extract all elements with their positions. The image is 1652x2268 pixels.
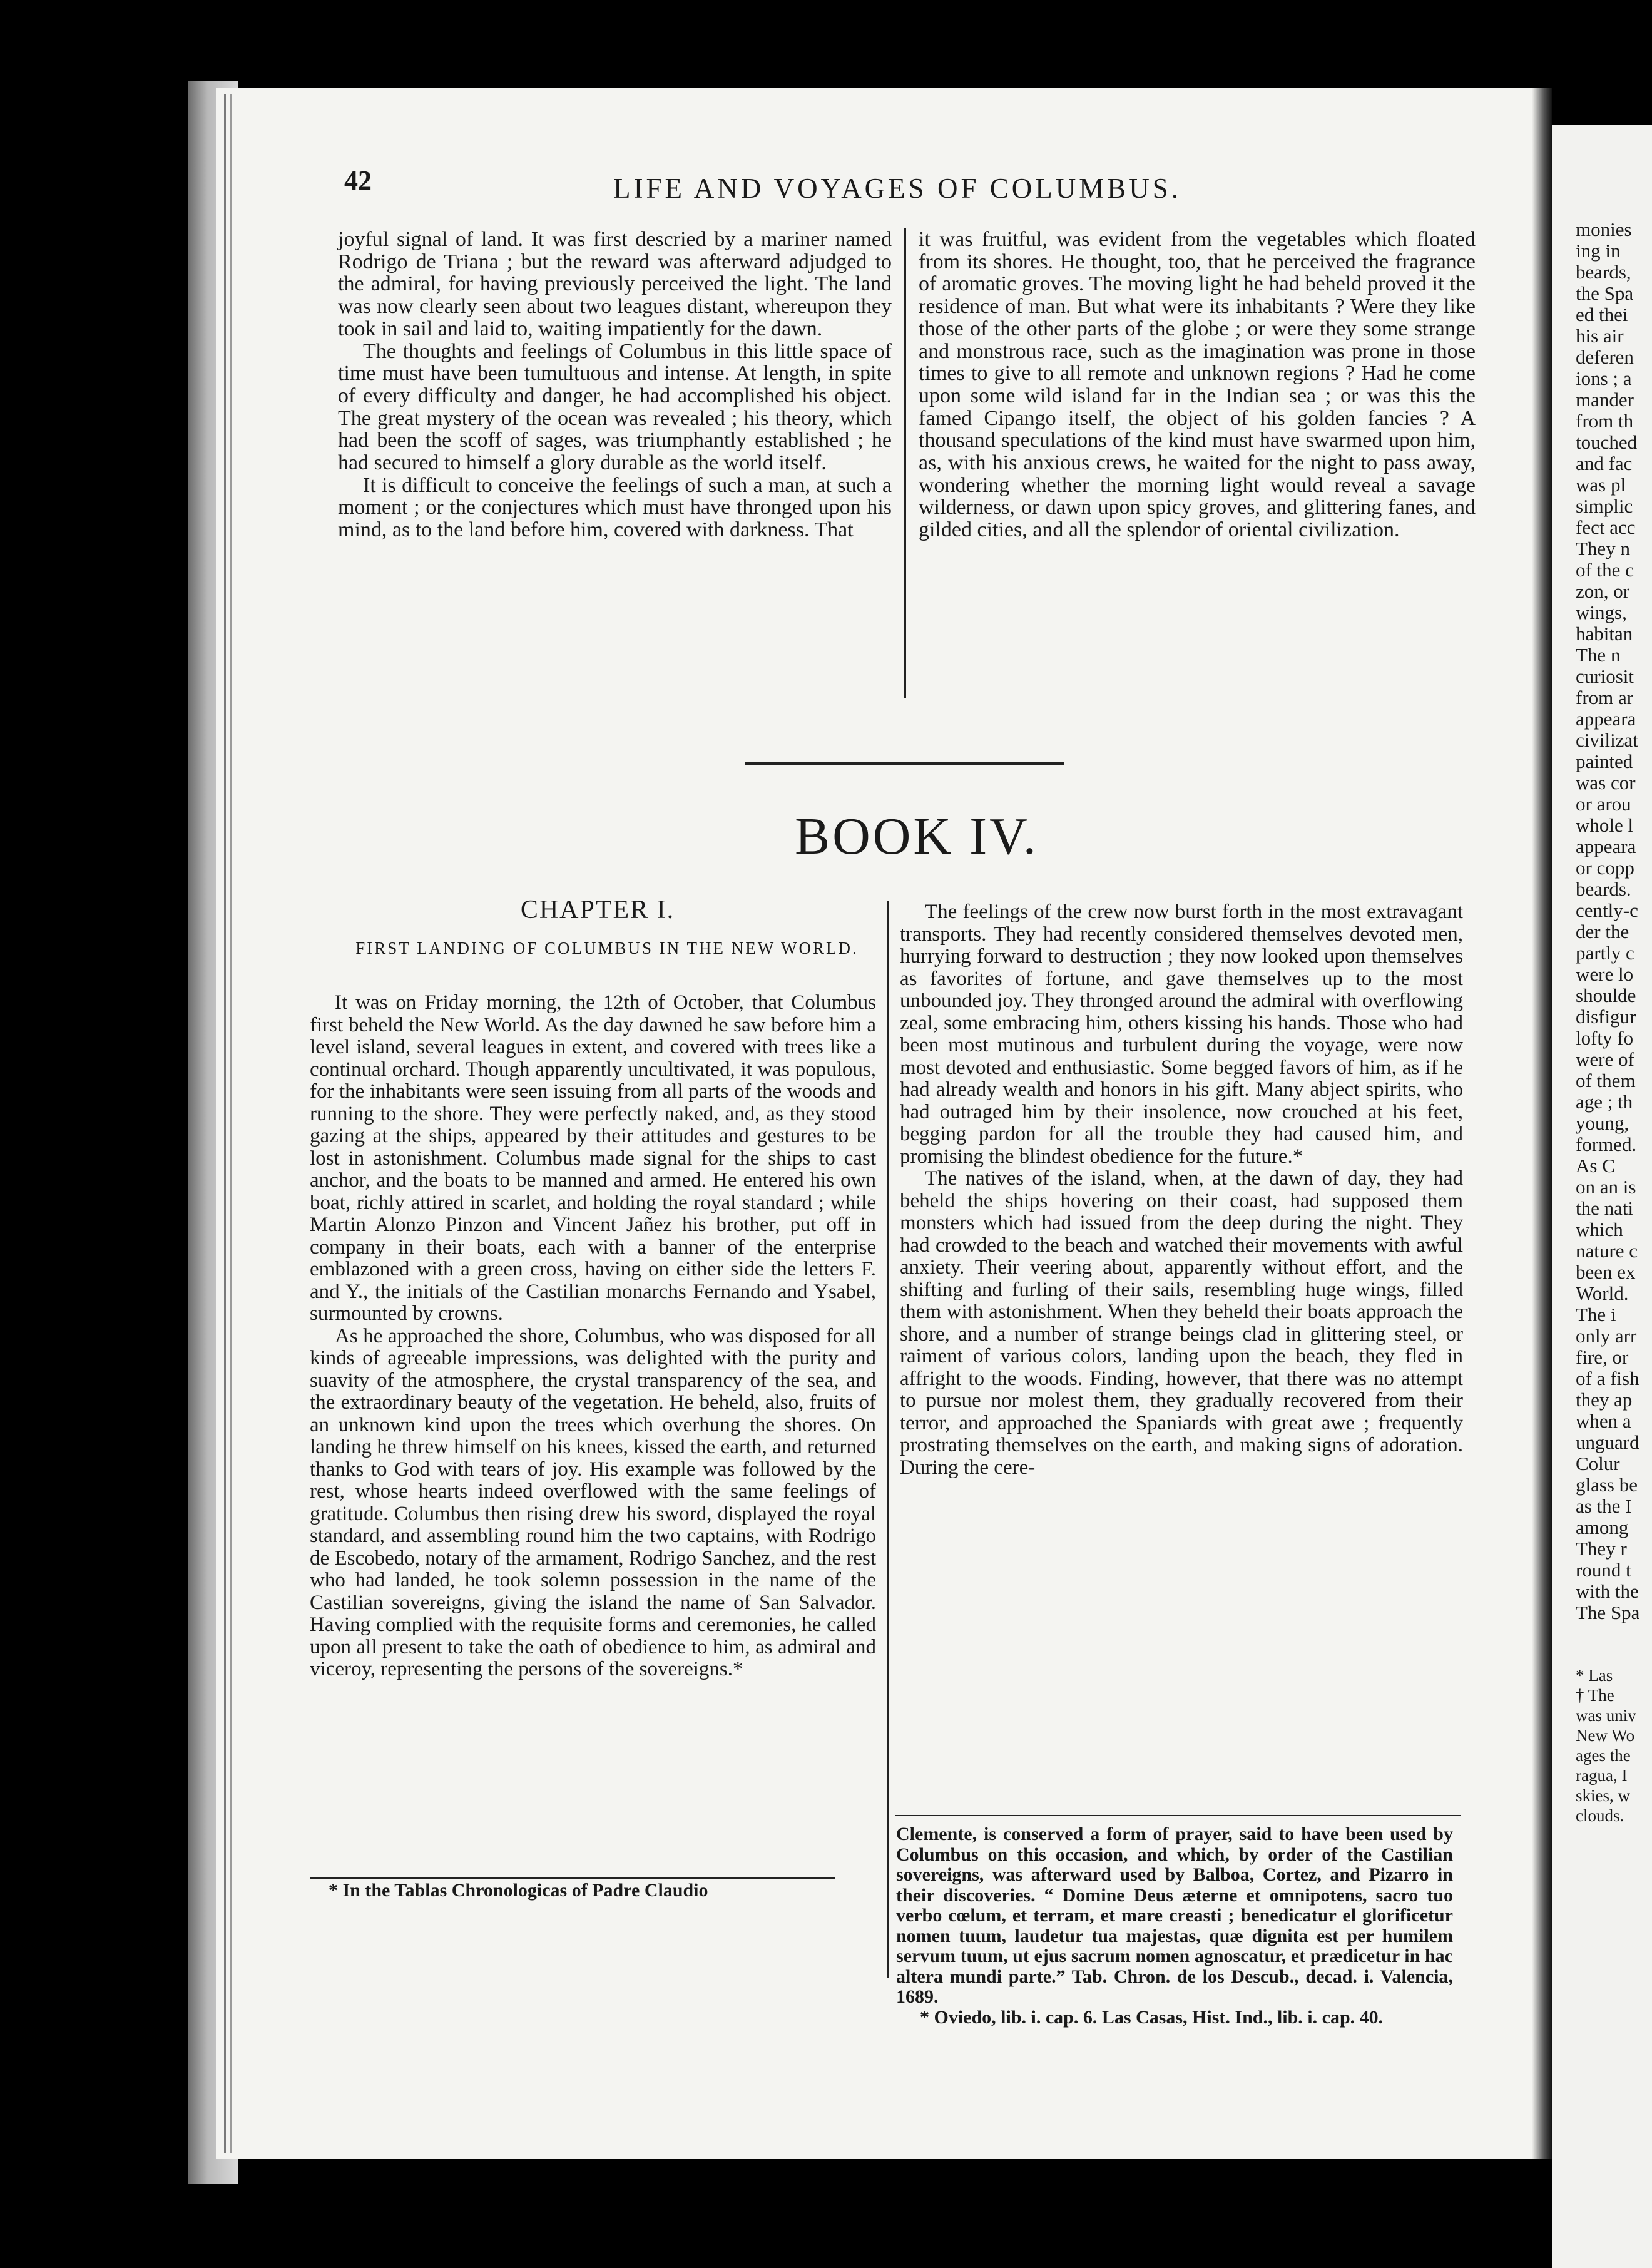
adjacent-line: the nati bbox=[1576, 1197, 1634, 1219]
adjacent-page bbox=[1552, 125, 1652, 2268]
adjacent-line: young, bbox=[1576, 1112, 1629, 1134]
adjacent-line: whole l bbox=[1576, 814, 1634, 836]
adjacent-line: the Spa bbox=[1576, 282, 1634, 304]
adjacent-footnote-line: was univ bbox=[1576, 1706, 1636, 1725]
footnote-left: * In the Tablas Chronologicas of Padre Claudio bbox=[329, 1880, 708, 1901]
adjacent-line: zon, or bbox=[1576, 580, 1630, 602]
adjacent-line: habitan bbox=[1576, 623, 1633, 645]
adjacent-line: The i bbox=[1576, 1304, 1616, 1326]
adjacent-line: They r bbox=[1576, 1538, 1627, 1560]
paragraph: The thoughts and feelings of Columbus in this little space of time must have been tumultuous and intense. At length, in spite of every difficulty and danger, he had accomplished his object. The great mystery of the ocean was revealed ; his theory, which had been the scoff of sages, was triumphantly established ; he had secured to himself a glory durable as the world itself. bbox=[338, 339, 892, 475]
adjacent-line: or arou bbox=[1576, 793, 1631, 815]
adjacent-line: formed. bbox=[1576, 1133, 1637, 1155]
paragraph: It is difficult to conceive the feelings of such a man, at such a moment ; or the conjectures which must have thronged upon his mind, as to the land before him, covered with darkness. That bbox=[338, 473, 892, 542]
adjacent-line: when a bbox=[1576, 1410, 1631, 1432]
running-title: LIFE AND VOYAGES OF COLUMBUS. bbox=[613, 173, 1182, 204]
adjacent-line: of them bbox=[1576, 1070, 1636, 1091]
adjacent-footnote-line: skies, w bbox=[1576, 1786, 1630, 1805]
adjacent-line: was cor bbox=[1576, 772, 1636, 794]
adjacent-line: appeara bbox=[1576, 835, 1636, 857]
paragraph: It was on Friday morning, the 12th of October, that Columbus first beheld the New World. As the day dawned he saw before him a level island, several leagues in extent, and covered with trees like a continual orchard. Though apparently uncultivated, it was populous, for the inhabitants were seen issuing from all parts of the woods and running to the shore. They were perfectly naked, and, as they stood gazing at the ships, appeared by their attitudes and gestures to be lost in astonishment. Columbus made signal for the ships to cast anchor, and the boats to be manned and armed. He entered his own boat, richly attired in scarlet, and holding the royal standard ; while Martin Alonzo Pinzon and Vincent Jañez his brother, put off in company in their boats, each with a banner of the enterprise emblazoned with a green cross, having on either side the letters F. and Y., the initials of the Castilian monarchs Fernando and Ysabel, surmounted by crowns. bbox=[310, 991, 876, 1325]
adjacent-line: unguard bbox=[1576, 1431, 1639, 1453]
adjacent-line: round t bbox=[1576, 1559, 1631, 1581]
adjacent-footnote-line: † The bbox=[1576, 1686, 1614, 1705]
adjacent-line: civilizat bbox=[1576, 729, 1638, 751]
book-title: BOOK IV. bbox=[795, 807, 1039, 866]
chapter-left-column bbox=[310, 992, 876, 1681]
adjacent-line: was pl bbox=[1576, 474, 1626, 496]
adjacent-line: beards, bbox=[1576, 261, 1631, 283]
paragraph: As he approached the shore, Columbus, who was disposed for all kinds of agreeable impressions, was delighted with the purity and suavity of the atmosphere, the crystal transparency of the sea, and the extraordinary beauty of the vegetation. He beheld, also, fruits of an unknown kind upon the trees which overhung the shores. On landing he threw himself on his knees, kissed the earth, and returned thanks to God with tears of joy. His example was followed by the rest, whose hearts indeed overflowed with the same feelings of gratitude. Columbus then rising drew his sword, displayed the royal standard, and assembling round him the two captains, with Rodrigo de Escobedo, notary of the armament, Rodrigo Sanchez, and the rest who had landed, he took solemn possession in the name of the Castilian sovereigns, giving the island the name of San Salvador. Having complied with the requisite forms and ceremonies, he called upon all present to take the oath of obedience to him, as admiral and viceroy, representing the persons of the sovereigns.* bbox=[310, 1324, 876, 1680]
book-gutter bbox=[1532, 88, 1552, 2159]
adjacent-line: They n bbox=[1576, 538, 1630, 559]
adjacent-line: The n bbox=[1576, 644, 1621, 666]
adjacent-footnote-line: * Las bbox=[1576, 1666, 1613, 1685]
adjacent-line: which bbox=[1576, 1218, 1623, 1240]
adjacent-line: fire, or bbox=[1576, 1346, 1629, 1368]
adjacent-footnote-line: New Wo bbox=[1576, 1726, 1635, 1745]
adjacent-line: from th bbox=[1576, 410, 1634, 432]
adjacent-line: age ; th bbox=[1576, 1091, 1633, 1113]
adjacent-line: ing in bbox=[1576, 240, 1621, 262]
adjacent-line: among bbox=[1576, 1516, 1629, 1538]
adjacent-line: fect acc bbox=[1576, 516, 1636, 538]
adjacent-line: been ex bbox=[1576, 1261, 1636, 1283]
adjacent-line: Colur bbox=[1576, 1453, 1620, 1474]
adjacent-line: As C bbox=[1576, 1155, 1615, 1177]
adjacent-line: touched bbox=[1576, 431, 1638, 453]
adjacent-line: partly c bbox=[1576, 942, 1634, 964]
adjacent-line: shoulde bbox=[1576, 984, 1636, 1006]
adjacent-line: only arr bbox=[1576, 1325, 1637, 1347]
adjacent-line: nature c bbox=[1576, 1240, 1638, 1262]
adjacent-line: were of bbox=[1576, 1048, 1634, 1070]
adjacent-line: mander bbox=[1576, 389, 1634, 411]
adjacent-line: his air bbox=[1576, 325, 1624, 347]
adjacent-line: glass be bbox=[1576, 1474, 1638, 1496]
adjacent-line: The Spa bbox=[1576, 1601, 1640, 1623]
column-rule bbox=[887, 901, 889, 1978]
adjacent-line: disfigur bbox=[1576, 1006, 1636, 1028]
paragraph: joyful signal of land. It was first descried by a mariner named Rodrigo de Triana ; but the reward was afterward adjudged to the admiral, for having previously perceived the light. The land was now clearly seen about two leagues distant, whereupon they took in sail and laid to, waiting impatiently for the dawn. bbox=[338, 228, 892, 340]
chapter-title: CHAPTER I. bbox=[520, 896, 675, 924]
adjacent-line: beards. bbox=[1576, 878, 1631, 900]
adjacent-line: as the I bbox=[1576, 1495, 1632, 1517]
page-stack-edge bbox=[224, 94, 232, 2153]
adjacent-line: from ar bbox=[1576, 687, 1634, 708]
adjacent-line: with the bbox=[1576, 1580, 1639, 1602]
adjacent-line: ed thei bbox=[1576, 304, 1628, 325]
footnote-rule bbox=[310, 1877, 835, 1879]
adjacent-line: der the bbox=[1576, 921, 1629, 942]
footnote-rule bbox=[895, 1815, 1461, 1816]
adjacent-line: of the c bbox=[1576, 559, 1634, 581]
adjacent-line: deferen bbox=[1576, 346, 1634, 368]
adjacent-line: curiosit bbox=[1576, 665, 1634, 687]
paragraph: The feelings of the crew now burst forth in the most extravagant transports. They had recently considered themselves devoted men, hurrying forward to destruction ; they now looked upon themselves as favorites of fortune, and gave themselves up to the most unbounded joy. They thronged around the admiral with overflowing zeal, some embracing him, others kissing his hands. Those who had been most mutinous and turbulent during the voyage, were now most devoted and enthusiastic. Some begged favors of him, as if he had already wealth and honors in his gift. Many abject spirits, who had outraged him by their insolence, now crouched at his feet, begging pardon for all the trouble they had caused him, and promising the blindest obedience for the future.* bbox=[900, 901, 1463, 1168]
paragraph: it was fruitful, was evident from the vegetables which floated from its shores. He thought, too, that he perceived the fragrance of aromatic groves. The moving light he had beheld proved it the residence of man. But what were its inhabitants ? Were they like those of the other parts of the globe ; or were they some strange and monstrous race, such as the imagination was prone in those times to give to all remote and unknown regions ? Had he come upon some wild island far in the Indian sea ; or was this the famed Cipango itself, the object of his golden fancies ? A thousand speculations of the kind must have swarmed upon him, as, with his anxious crews, he waited for the night to pass away, wondering whether the morning light would reveal a savage wilderness, or dawn upon spicy groves, and glittering fanes, and gilded cities, and all the splendor of oriental civilization. bbox=[919, 228, 1476, 542]
paragraph: The natives of the island, when, at the dawn of day, they had beheld the ships hovering on their coast, had supposed them monsters which had issued from the deep during the night. They had crowded to the beach and watched their movements with awful anxiety. Their veering about, apparently without effort, and the shifting and furling of their sails, resembling huge wings, filled them with astonishment. When they beheld their boats approach the shore, and a number of strange beings clad in glittering steel, or raiment of various colors, landing upon the beach, they fled in affright to the woods. Finding, however, that there was no attempt to pursue nor molest them, they gradually recovered from their terror, and approached the Spaniards with great awe ; frequently prostrating themselves on the earth, and making signs of adoration. During the cere- bbox=[900, 1167, 1463, 1479]
adjacent-line: simplic bbox=[1576, 495, 1633, 517]
footnote-text: * Oviedo, lib. i. cap. 6. Las Casas, Hist. Ind., lib. i. cap. 40. bbox=[920, 2006, 1384, 2028]
adjacent-line: lofty fo bbox=[1576, 1027, 1634, 1049]
adjacent-line: of a fish bbox=[1576, 1367, 1639, 1389]
adjacent-line: monies bbox=[1576, 218, 1632, 240]
adjacent-line: they ap bbox=[1576, 1389, 1633, 1411]
page-number: 42 bbox=[344, 165, 372, 196]
chapter-subtitle: FIRST LANDING OF COLUMBUS IN THE NEW WORLD. bbox=[355, 939, 859, 958]
top-right-column bbox=[919, 228, 1476, 541]
top-left-column bbox=[338, 228, 892, 541]
adjacent-line: appeara bbox=[1576, 708, 1636, 730]
section-divider bbox=[745, 762, 1064, 765]
adjacent-line: wings, bbox=[1576, 601, 1627, 623]
footnote-text: Clemente, is conserved a form of prayer, said to have been used by Columbus on this occasion, and which, by order of the Castilian sovereigns, was afterward used by Balboa, Cortez, and Pizarro in their discoveries. “ Domine Deus æterne et omnipotens, sacro tuo verbo cœlum, et terram, et mare creasti ; benedicatur el glorificetur nomen tuum, laudetur tua majestas, quæ dignita est per humilem servum tuum, ut ejus sacrum nomen agnoscatur, et prædicetur in hac altera mundi parte.” Tab. Chron. de los Descub., decad. i. Valencia, 1689. bbox=[896, 1824, 1453, 2007]
adjacent-line: were lo bbox=[1576, 963, 1634, 985]
footnote-right bbox=[896, 1824, 1453, 2028]
adjacent-line: World. bbox=[1576, 1282, 1629, 1304]
adjacent-line: on an is bbox=[1576, 1176, 1636, 1198]
adjacent-line: or copp bbox=[1576, 857, 1634, 879]
adjacent-line: and fac bbox=[1576, 452, 1633, 474]
chapter-right-column bbox=[900, 901, 1463, 1479]
adjacent-line: cently-c bbox=[1576, 899, 1638, 921]
adjacent-footnote-line: ages the bbox=[1576, 1746, 1631, 1765]
column-rule bbox=[904, 228, 906, 698]
adjacent-line: ions ; a bbox=[1576, 367, 1632, 389]
adjacent-footnote-line: ragua, I bbox=[1576, 1766, 1628, 1785]
adjacent-line: painted bbox=[1576, 750, 1633, 772]
adjacent-footnote-line: clouds. bbox=[1576, 1806, 1624, 1825]
